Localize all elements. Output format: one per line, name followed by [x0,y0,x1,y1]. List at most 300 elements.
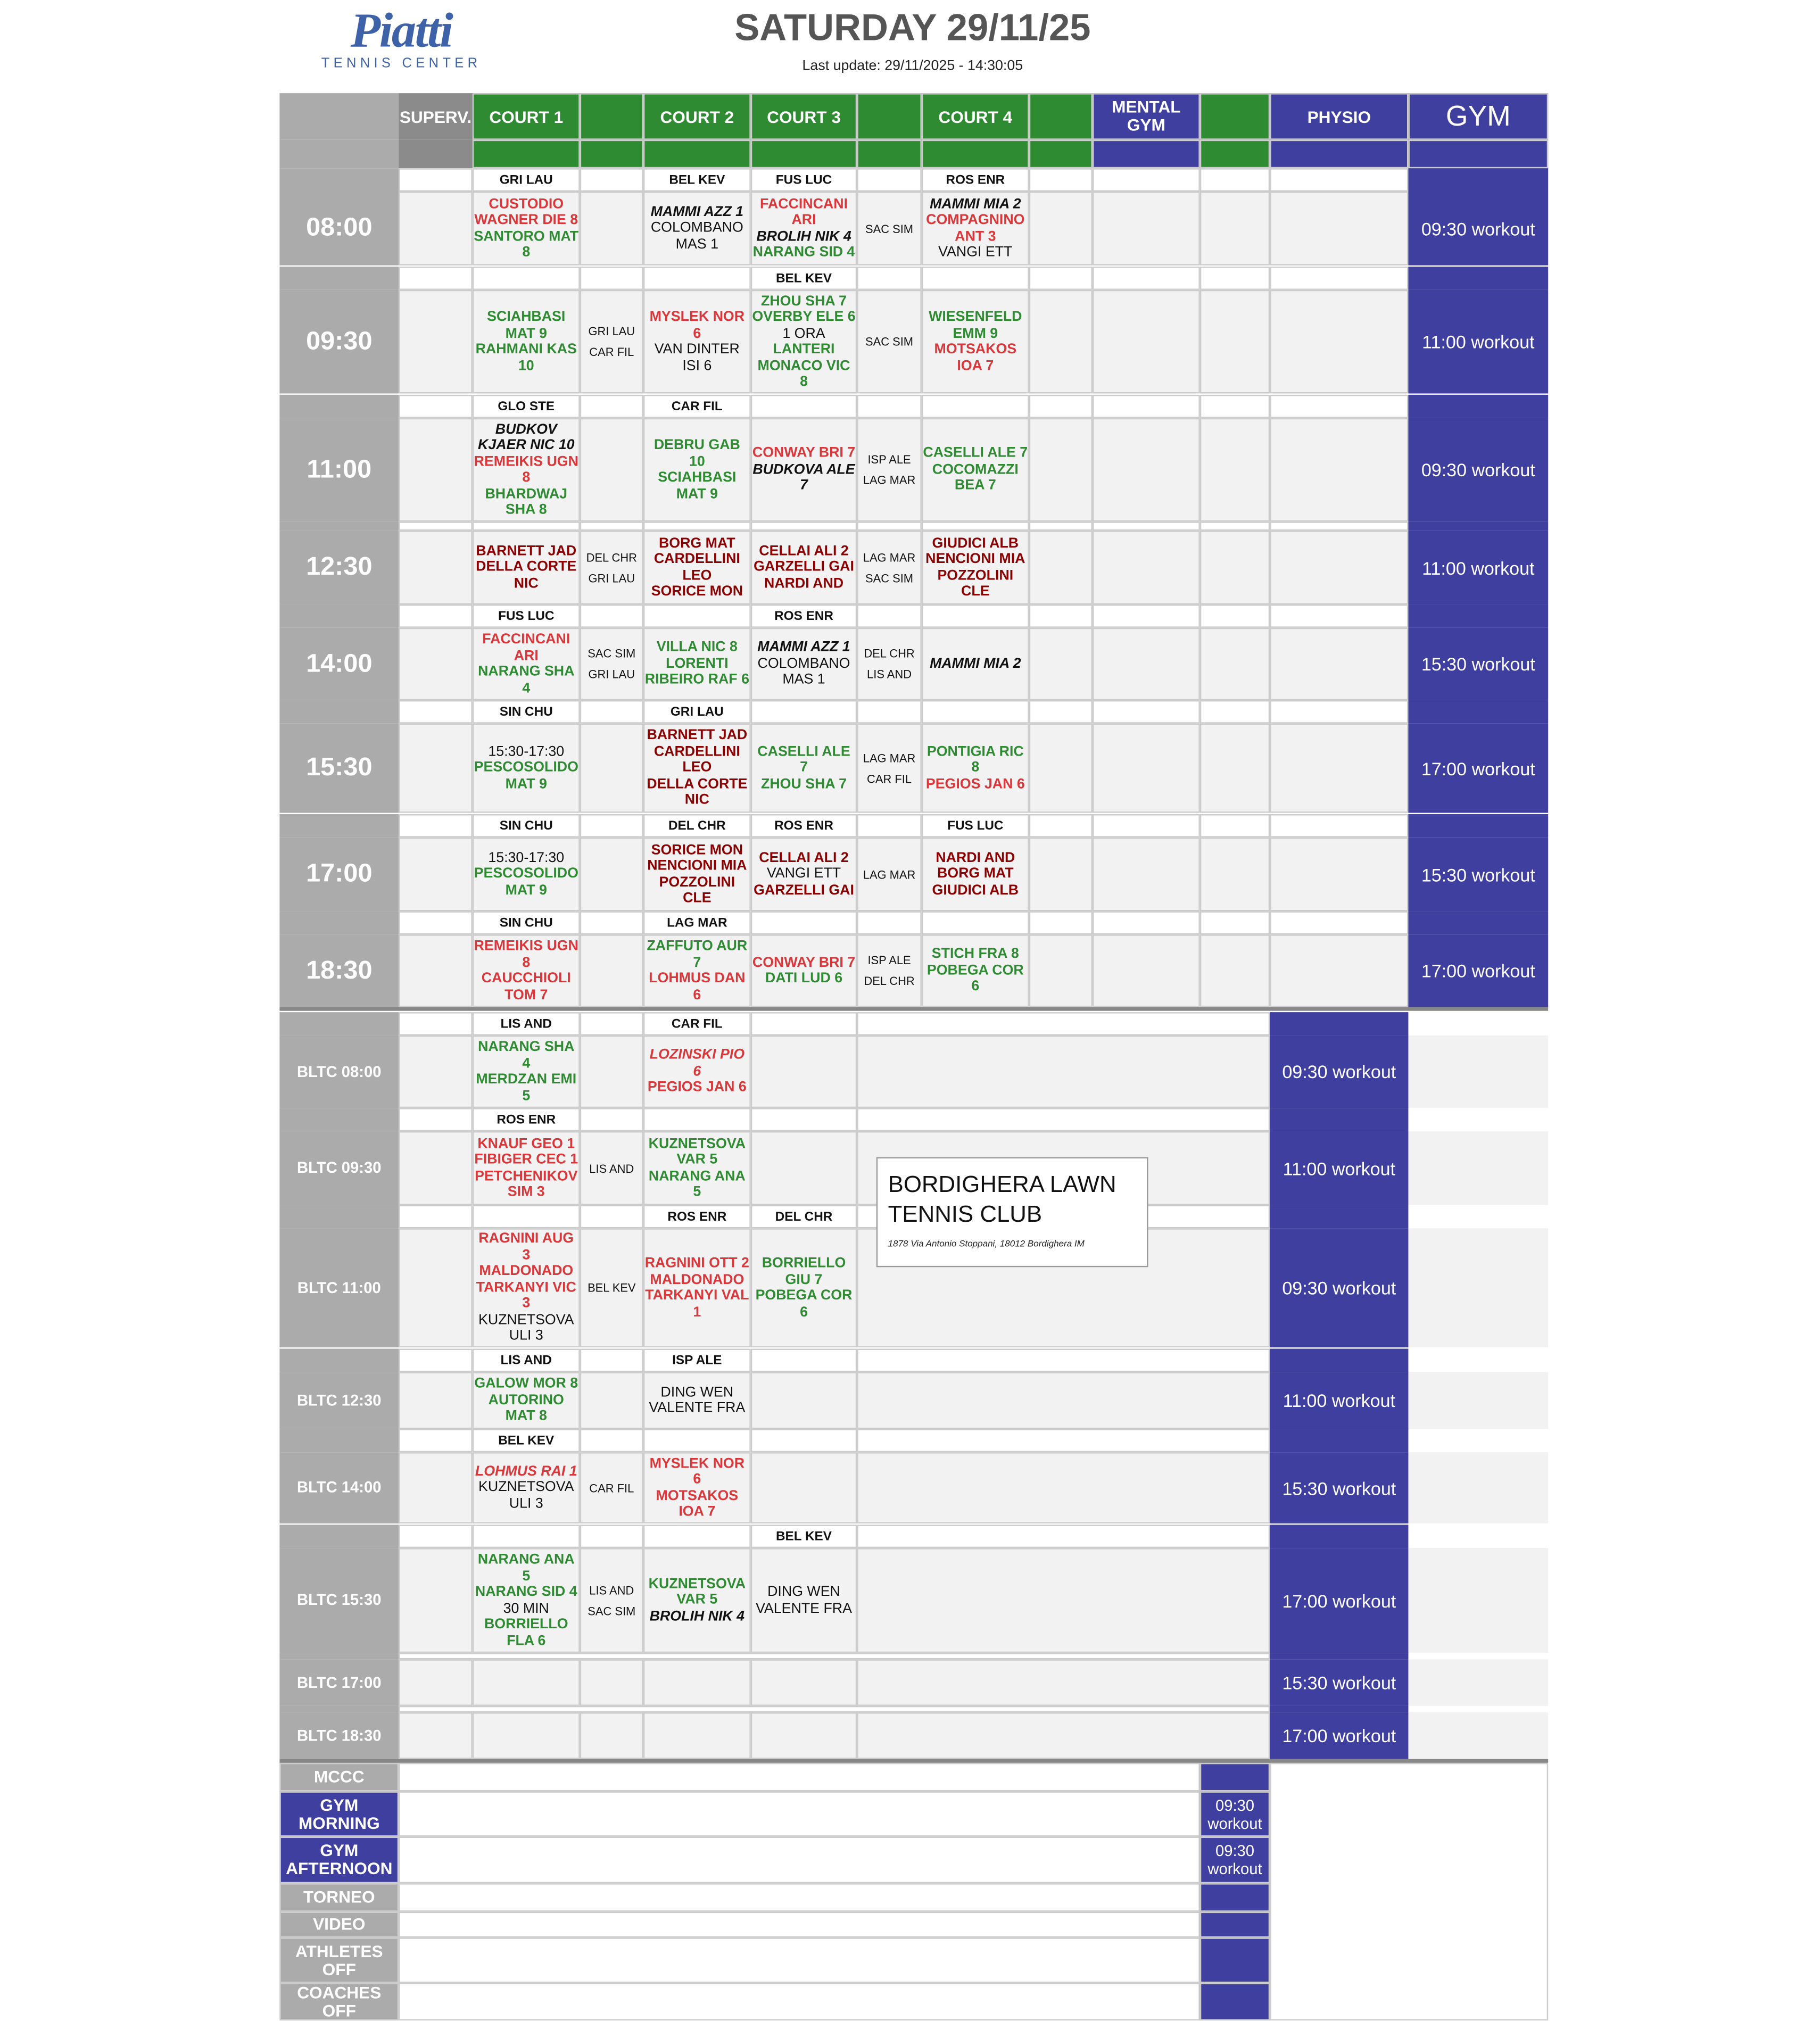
empty-slot [399,628,473,700]
staff-cell-empty [857,604,922,628]
staff-cell-empty [473,1525,580,1548]
empty-slot [399,192,473,266]
staff-cell-empty [1270,911,1408,934]
entry-line: MYSLEK NOR 6 [649,1455,745,1487]
club-info-box [876,1157,1148,1268]
staff-cell-empty [1093,267,1200,290]
logo: Piatti TENNIS CENTER [321,4,482,71]
empty-slot [473,1712,580,1759]
entry-line: MOTSAKOS IOA 7 [656,1488,739,1520]
staff-cell-empty [580,1205,643,1229]
empty-slot [399,1659,473,1706]
court-slot [922,934,1029,1007]
header-sub [399,140,473,169]
court-slot [580,628,643,700]
staff-cell-empty [922,700,1029,724]
staff-cell-empty [399,267,473,290]
empty-slot [399,934,473,1007]
gym-spacer [1408,911,1548,934]
staff-cell-empty [399,1653,1270,1659]
physio-workout: 15:30 workout [1270,1452,1408,1523]
empty-slot [1093,192,1200,266]
entry-line: SAC SIM [865,335,914,349]
court-slot [751,531,857,604]
entry-line: LAG MAR [863,751,916,765]
mental-gym-workout: 09:30 workout [1200,1837,1270,1884]
empty-slot [580,1372,643,1429]
staff-cell-empty [1029,604,1093,628]
staff-cell-empty [399,1012,473,1036]
entry-line: SCIAHBASI MAT 9 [658,469,737,502]
staff-cell: DEL CHR [643,814,751,838]
empty-slot [399,838,473,912]
entry-line: 1 ORA [782,325,825,341]
entry-line: MAMMI AZZ 1 [757,640,850,656]
court-slot [643,531,751,604]
gym-empty [1408,1452,1548,1523]
empty-slot [580,934,643,1007]
empty-slot [399,724,473,813]
gym-workout: 09:30 workout [1408,192,1548,266]
entry-line: DEBRU GAB 10 [653,437,740,469]
mental-gym-cell [1200,1912,1270,1938]
entry-line: CUSTODIO WAGNER DIE 8 [474,196,578,228]
empty-slot [1200,531,1270,604]
entry-line: BROLIH NIK 4 [649,1608,745,1625]
empty-slot [580,1659,643,1706]
entry-line: ISP ALE [867,954,911,967]
entry-line: CONWAY BRI 7 [752,954,856,971]
gym-workout: 15:30 workout [1408,838,1548,912]
physio-workout: 17:00 workout [1270,1548,1408,1653]
entry-line: CAUCCHIOLI TOM 7 [481,971,571,1003]
empty-slot [1093,934,1200,1007]
empty-slot [1029,290,1093,394]
bottom-label-6: COACHES OFF [279,1983,399,2020]
staff-cell: ISP ALE [643,1349,751,1372]
staff-cell-empty [751,1349,857,1372]
entry-line: LIS AND [867,668,912,681]
mental-gym-cell [1200,1937,1270,1983]
staff-cell-empty [1029,168,1093,192]
time-label: BLTC 11:00 [279,1228,399,1347]
staff-cell-empty [1200,604,1270,628]
time-label: 15:30 [279,724,399,813]
staff-cell-empty [399,168,473,192]
entry-line: BORRIELLO GIU 7 [762,1255,846,1288]
time-label: BLTC 14:00 [279,1452,399,1523]
court-slot [473,1548,580,1653]
staff-cell-empty [1093,700,1200,724]
staff-cell-empty [473,267,580,290]
header-court-4: COURT 4 [922,93,1029,140]
staff-cell-empty [580,1525,643,1548]
entry-line: VAN DINTER ISI 6 [654,342,740,374]
court-slot [751,724,857,813]
empty-slot [1270,934,1408,1007]
gym-spacer [1408,1205,1548,1229]
empty-slot [857,1036,1270,1108]
staff-cell-empty [857,700,922,724]
empty-slot [1029,724,1093,813]
gym-workout: 17:00 workout [1408,724,1548,813]
empty-slot [1029,838,1093,912]
header-court-2: COURT 2 [643,93,751,140]
staff-cell-empty [751,1429,857,1452]
staff-cell-empty [399,521,473,531]
empty-slot [1270,628,1408,700]
physio-spacer [1270,1349,1408,1372]
entry-line: COLOMBANO MAS 1 [757,656,850,688]
staff-cell-empty [1093,395,1200,418]
staff-cell-empty [643,267,751,290]
entry-line: ZHOU SHA 7 [760,293,847,309]
entry-line: SORICE MON [651,584,743,600]
entry-line: RAGNINI AUG 3 [478,1231,574,1263]
court-slot [473,1228,580,1347]
physio-workout: 17:00 workout [1270,1712,1408,1759]
court-slot [643,290,751,394]
time-label: BLTC 12:30 [279,1372,399,1429]
empty-slot [399,1452,473,1523]
empty-slot [399,1036,473,1108]
staff-cell: FUS LUC [751,168,857,192]
gym-spacer [1408,814,1548,838]
time-label: BLTC 15:30 [279,1548,399,1653]
staff-cell: ROS ENR [473,1108,580,1131]
entry-line: BEL KEV [588,1281,636,1295]
club-address: 1878 Via Antonio Stoppani, 18012 Bordighera IM [888,1240,1085,1249]
court-slot [473,1372,580,1429]
staff-cell-empty [857,814,922,838]
bottom-label-5: ATHLETES OFF [279,1937,399,1983]
entry-line: DATI LUD 6 [765,971,843,987]
empty-slot [473,1659,580,1706]
entry-line: MAMMI AZZ 1 [650,204,744,220]
court-slot [643,1372,751,1429]
court-slot [643,1228,751,1347]
court-slot [580,1452,643,1523]
entry-line: KUZNETSOVA ULI 3 [478,1479,574,1512]
time-staff-spacer [279,395,399,418]
header-gym: GYM [1408,93,1548,140]
entry-line: VANGI ETT [938,244,1013,260]
gym-spacer [1408,395,1548,418]
empty-slot [399,1372,473,1429]
court-slot [643,934,751,1007]
empty-slot [580,838,643,912]
staff-cell-empty [399,1525,473,1548]
entry-line: CASELLI ALE 7 [757,744,850,776]
mental-gym-cell [1200,1983,1270,2020]
empty-slot [1200,838,1270,912]
empty-slot [1200,290,1270,394]
staff-cell-empty [1200,267,1270,290]
entry-line: SCIAHBASI MAT 9 [487,309,566,341]
entry-line: SAC SIM [865,222,914,235]
header-spacer [1200,93,1270,140]
staff-cell-empty [399,395,473,418]
entry-line: GARZELLI GAI [754,882,854,898]
header-sub [580,140,643,169]
entry-line: 15:30-17:30 [488,850,565,866]
staff-cell-empty [473,521,580,531]
staff-cell: SIN CHU [473,911,580,934]
physio-spacer [1270,1525,1408,1548]
bottom-row [399,1983,1200,2020]
entry-line: PONTIGIA RIC 8 [926,744,1024,776]
time-label: 14:00 [279,628,399,700]
entry-line: PESCOSOLIDO MAT 9 [474,760,578,792]
entry-line: LIS AND [589,1584,634,1597]
time-staff-spacer [279,1108,399,1131]
court-slot [473,838,580,912]
staff-cell-empty [399,1108,473,1131]
header-sub [643,140,751,169]
time-staff-spacer [279,1525,399,1548]
gym-workout: 11:00 workout [1408,531,1548,604]
last-update: Last update: 29/11/2025 - 14:30:05 [802,58,1023,74]
entry-line: CARDELLINI LEO [653,744,740,776]
empty-slot [580,418,643,522]
court-slot [751,1228,857,1347]
court-slot [473,192,580,266]
staff-cell-empty [857,1429,1270,1452]
empty-slot [1270,531,1408,604]
time-staff-spacer [279,1012,399,1036]
staff-cell-empty [580,267,643,290]
entry-line: BHARDWAJ SHA 8 [485,486,568,518]
header-spacer [857,93,922,140]
staff-cell: CAR FIL [643,395,751,418]
entry-line: VILLA NIC 8 [656,640,738,656]
entry-line: GRI LAU [588,571,635,585]
time-staff-spacer [279,168,399,192]
court-slot [751,934,857,1007]
staff-cell-empty [580,168,643,192]
empty-slot [1200,192,1270,266]
court-slot [751,418,857,522]
entry-line: MAMMI MIA 2 [930,196,1021,212]
entry-line: VALENTE FRA [756,1600,852,1616]
court-slot [473,934,580,1007]
entry-line: LOZINSKI PIO 6 [649,1047,745,1080]
staff-cell-empty [1200,168,1270,192]
entry-line: LANTERI MONACO VIC 8 [757,342,850,390]
court-slot [473,1131,580,1205]
empty-slot [1093,724,1200,813]
staff-cell-empty [1270,267,1408,290]
court-slot [473,1452,580,1523]
time-label: BLTC 09:30 [279,1131,399,1205]
empty-slot [399,1712,473,1759]
bottom-empty [1270,1763,1548,2020]
entry-line: GALOW MOR 8 [474,1376,578,1392]
empty-slot [1200,418,1270,522]
court-slot [643,1131,751,1205]
entry-line: MAMMI MIA 2 [930,656,1021,672]
staff-cell-empty [643,1429,751,1452]
entry-line: SAC SIM [588,1604,636,1618]
entry-line: VALENTE FRA [649,1400,746,1417]
header-sub [473,140,580,169]
empty-slot [1200,628,1270,700]
entry-line: DEL CHR [864,974,915,988]
empty-slot [580,724,643,813]
staff-cell-empty [922,521,1029,531]
staff-cell-empty [643,521,751,531]
empty-slot [1200,724,1270,813]
header-spacer [580,93,643,140]
staff-cell: BEL KEV [643,168,751,192]
court-slot [643,628,751,700]
header-corner-2 [279,140,399,169]
header-sub [751,140,857,169]
entry-line: NARANG SHA 4 [478,1039,575,1071]
court-slot [857,628,922,700]
staff-cell-empty [857,521,922,531]
entry-line: STICH FRA 8 [931,946,1019,962]
entry-line: GIUDICI ALB [932,882,1019,898]
empty-slot [399,531,473,604]
staff-cell-empty [857,395,922,418]
entry-line: ZHOU SHA 7 [760,776,847,792]
entry-line: RAGNINI OTT 2 [644,1255,749,1271]
empty-slot [1093,838,1200,912]
gym-empty [1408,1712,1548,1759]
time-label: 12:30 [279,531,399,604]
entry-line: REMEIKIS UGN 8 [474,938,578,971]
gym-spacer [1408,521,1548,531]
staff-cell: LIS AND [473,1012,580,1036]
court-slot [473,628,580,700]
empty-slot [1093,628,1200,700]
entry-line: MERDZAN EMI 5 [476,1072,577,1104]
entry-line: GARZELLI GAI [754,559,854,575]
court-slot [751,290,857,394]
gym-empty [1408,1131,1548,1205]
time-staff-spacer [279,911,399,934]
court-slot [643,192,751,266]
header-physio: PHYSIO [1270,93,1408,140]
physio-spacer [1270,1706,1408,1712]
entry-line: VANGI ETT [766,866,841,882]
time-staff-spacer [279,1349,399,1372]
empty-slot [1093,418,1200,522]
court-slot [751,192,857,266]
staff-cell-empty [1029,814,1093,838]
staff-cell-empty [1029,911,1093,934]
bottom-row [399,1837,1200,1884]
court-slot [643,1452,751,1523]
time-label: BLTC 18:30 [279,1712,399,1759]
gym-empty [1408,1548,1548,1653]
court-slot [922,838,1029,912]
court-slot [473,531,580,604]
empty-slot [857,1659,1270,1706]
court-slot [922,290,1029,394]
physio-workout: 11:00 workout [1270,1372,1408,1429]
bottom-row [399,1937,1200,1983]
staff-cell-empty [643,1108,751,1131]
entry-line: SAC SIM [588,647,636,660]
staff-cell-empty [1093,604,1200,628]
entry-line: BORRIELLO FLA 6 [484,1617,568,1649]
staff-cell-empty [580,700,643,724]
entry-line: COMPAGNINO ANT 3 [926,212,1025,244]
court-slot [922,724,1029,813]
entry-line: LOHMUS RAI 1 [475,1463,577,1479]
court-slot [473,724,580,813]
empty-slot [857,1712,1270,1759]
empty-slot [857,1372,1270,1429]
header-court-3: COURT 3 [751,93,857,140]
header-sub [1029,140,1093,169]
entry-line: PETCHENIKOV SIM 3 [475,1168,578,1200]
staff-cell-empty [857,267,922,290]
entry-line: NENCIONI MIA [647,858,747,874]
staff-cell-empty [857,168,922,192]
entry-line: BROLIH NIK 4 [756,228,851,244]
entry-line: FACCINCANI ARI [482,632,570,664]
entry-line: CAR FIL [589,1481,634,1495]
staff-cell-empty [857,1525,1270,1548]
empty-slot [1270,192,1408,266]
staff-cell-empty [857,1108,1270,1131]
time-label: 08:00 [279,192,399,266]
entry-line: BUDKOVA ALE 7 [752,461,855,494]
entry-line: CAR FIL [589,345,634,359]
entry-line: ISP ALE [867,453,911,466]
entry-line: CARDELLINI LEO [653,551,740,583]
court-slot [922,531,1029,604]
staff-cell-empty [643,604,751,628]
staff-cell-empty [399,1205,473,1229]
empty-slot [399,1131,473,1205]
bottom-label-2: GYM AFTERNOON [279,1837,399,1884]
bottom-label-4: VIDEO [279,1912,399,1938]
mental-gym-workout: 09:30 workout [1200,1791,1270,1836]
empty-slot [1029,934,1093,1007]
staff-cell: DEL CHR [751,1205,857,1229]
empty-slot [1029,418,1093,522]
header-superv hd: SUPERV. [399,93,473,140]
empty-slot [1270,290,1408,394]
header-spacer [1029,93,1093,140]
entry-line: MYSLEK NOR 6 [649,309,745,341]
time-label: 18:30 [279,934,399,1007]
staff-cell-empty [580,1349,643,1372]
physio-workout: 09:30 workout [1270,1036,1408,1108]
gym-spacer [1408,700,1548,724]
court-slot [580,1228,643,1347]
staff-cell-empty [580,1108,643,1131]
staff-cell-empty [580,1429,643,1452]
entry-line: 30 MIN [503,1600,549,1616]
empty-slot [580,1036,643,1108]
entry-line: CELLAI ALI 2 [759,543,849,559]
mental-gym-cell [1200,1883,1270,1912]
staff-cell: BEL KEV [473,1429,580,1452]
time-label: 11:00 [279,418,399,522]
bottom-label-3: TORNEO [279,1883,399,1912]
physio-spacer [1270,1653,1408,1659]
court-slot [857,531,922,604]
empty-slot [643,1659,751,1706]
staff-cell-empty [1200,814,1270,838]
entry-line: REMEIKIS UGN 8 [474,453,578,486]
entry-line: BARNETT JAD [647,727,748,743]
